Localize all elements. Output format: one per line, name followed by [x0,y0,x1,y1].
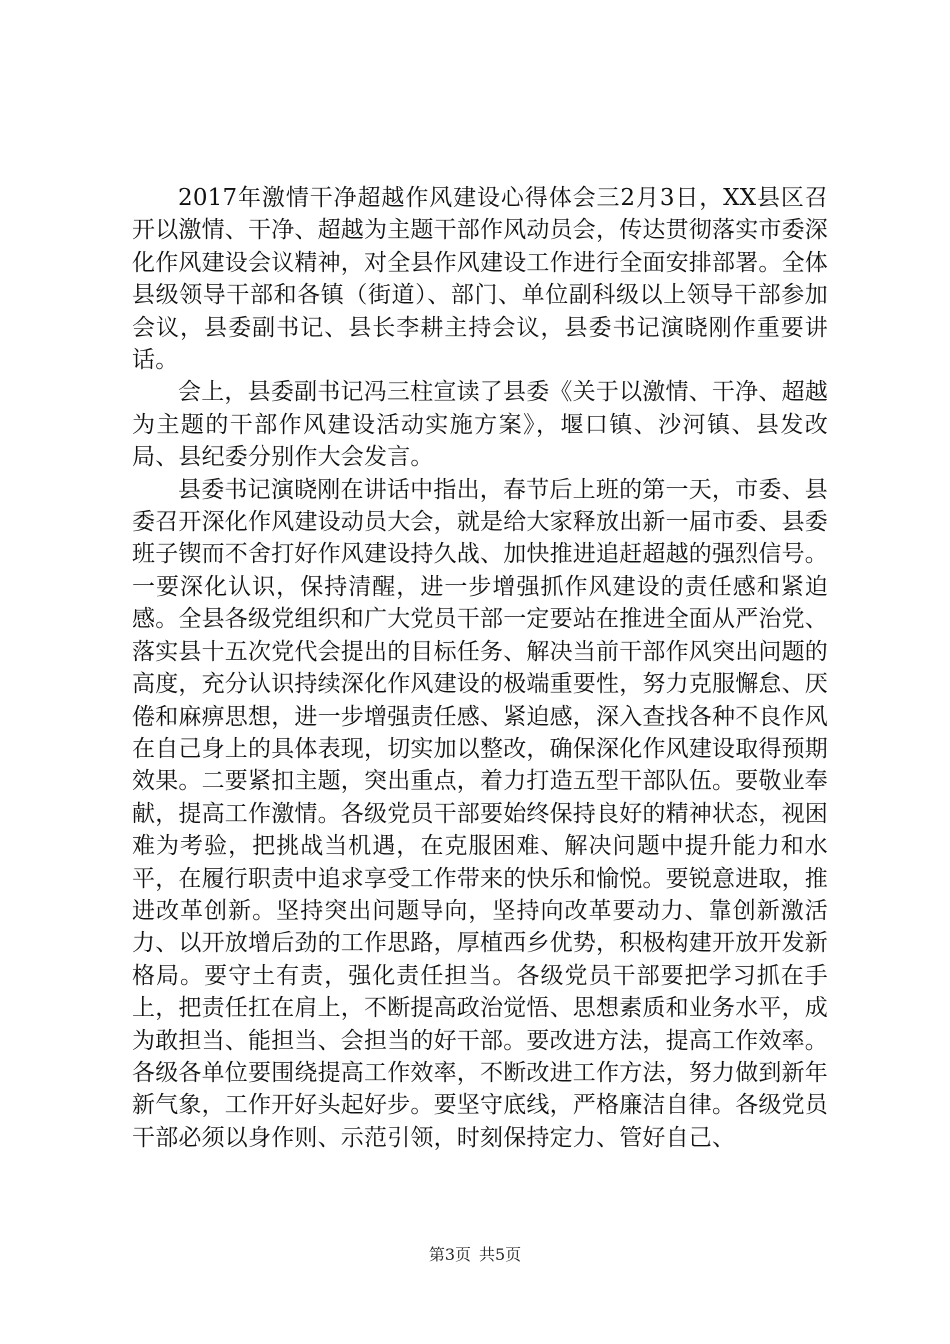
page-total: 共5页 [479,1245,522,1264]
page-number: 第3页 [428,1245,471,1264]
paragraph-3: 县委书记演晓刚在讲话中指出，春节后上班的第一天，市委、县委召开深化作风建设动员大会，就是给大家释放出新一届市委、县委班子锲而不舍打好作风建设持久战、加快推进追赶超越的强烈信号。一要深化认识，保持清醒，进一步增强抓作风建设的责任感和紧迫感。全县各级党组织和广大党员干部一定要站在推进全面从严治党、落实县十五次党代会提出的目标任务、解决当前干部作风突出问题的高度，充分认识持续深化作风建设的极端重要性，努力克服懈怠、厌倦和麻痹思想，进一步增强责任感、紧迫感，深入查找各种不良作风在自己身上的具体表现，切实加以整改，确保深化作风建设取得预期效果。二要紧扣主题，突出重点，着力打造五型干部队伍。要敬业奉献，提高工作激情。各级党员干部要始终保持良好的精神状态，视困难为考验，把挑战当机遇，在克服困难、解决问题中提升能力和水平，在履行职责中追求享受工作带来的快乐和愉悦。要锐意进取，推进改革创新。坚持突出问题导向，坚持向改革要动力、靠创新激活力、以开放增后劲的工作思路，厚植西乡优势，积极构建开放开发新格局。要守土有责，强化责任担当。各级党员干部要把学习抓在手上，把责任扛在肩上，不断提高政治觉悟、思想素质和业务水平，成为敢担当、能担当、会担当的好干部。要改进方法，提高工作效率。各级各单位要围绕提高工作效率，不断改进工作方法，努力做到新年新气象，工作开好头起好步。要坚守底线，严格廉洁自律。各级党员干部必须以身作则、示范引领，时刻保持定力、管好自己、 [132,476,828,1151]
document-body [132,182,828,1154]
paragraph-1: 2017年激情干净超越作风建设心得体会三2月3日，XX县区召开以激情、干净、超越为主题干部作风动员会，传达贯彻落实市委深化作风建设会议精神，对全县作风建设工作进行全面安排部署。全体县级领导干部和各镇（街道）、部门、单位副科级以上领导干部参加会议，县委副书记、县长李耕主持会议，县委书记演晓刚作重要讲话。 [132,185,828,374]
paragraph-2: 会上，县委副书记冯三柱宣读了县委《关于以激情、干净、超越为主题的干部作风建设活动实施方案》，堰口镇、沙河镇、县发改局、县纪委分别作大会发言。 [132,379,828,471]
page-footer [0,1242,950,1265]
